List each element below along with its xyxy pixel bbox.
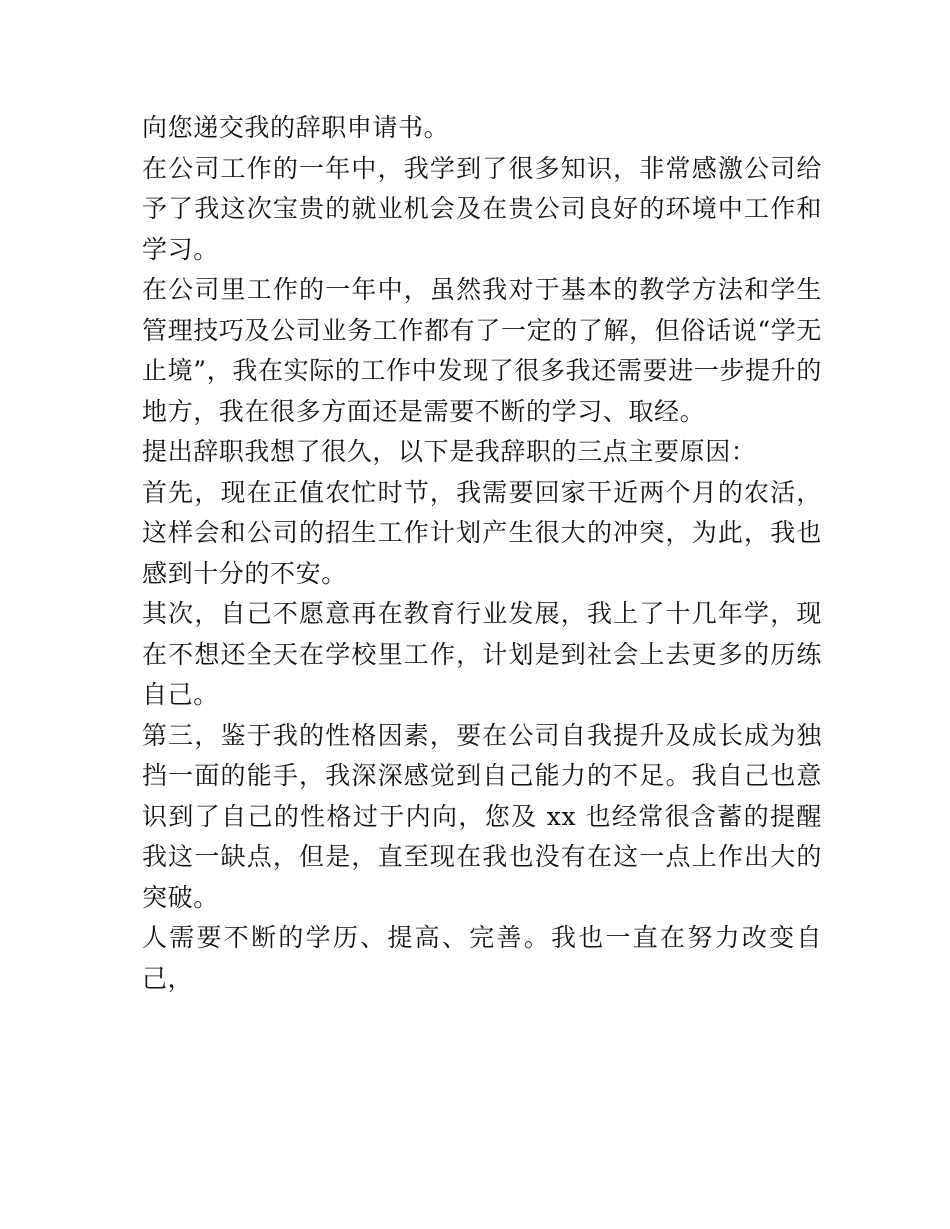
document-body (142, 108, 822, 999)
paragraph-reason-first: 首先，现在正值农忙时节，我需要回家干近两个月的农活，这样会和公司的招生工作计划产生很大的冲突，为此，我也感到十分的不安。 (142, 477, 822, 588)
paragraph-submission: 向您递交我的辞职申请书。 (142, 113, 450, 142)
paragraph-gratitude: 在公司工作的一年中，我学到了很多知识，非常感激公司给予了我这次宝贵的就业机会及在贵公司良好的环境中工作和学习。 (142, 153, 822, 264)
paragraph-reason-second: 其次，自己不愿意再在教育行业发展，我上了十几年学，现在不想还全天在学校里工作，计划是到社会上去更多的历练自己。 (142, 599, 822, 709)
paragraph-reason-third: 第三，鉴于我的性格因素，要在公司自我提升及成长成为独挡一面的能手，我深深感觉到自己能力的不足。我自己也意识到了自己的性格过于内向，您及 xx 也经常很含蓄的提醒我这一缺点，但是，直至现在我也没有在这一点上作出大的突破。 (142, 720, 822, 912)
paragraph-reasons-intro: 提出辞职我想了很久，以下是我辞职的三点主要原因： (142, 437, 757, 466)
paragraph-self-improvement: 人需要不断的学历、提高、完善。我也一直在努力改变自己， (142, 923, 822, 993)
paragraph-learning: 在公司里工作的一年中，虽然我对于基本的教学方法和学生管理技巧及公司业务工作都有了一定的了解，但俗话说“学无止境”，我在实际的工作中发现了很多我还需要进一步提升的地方，我在很多方面还是需要不断的学习、取经。 (142, 275, 822, 426)
